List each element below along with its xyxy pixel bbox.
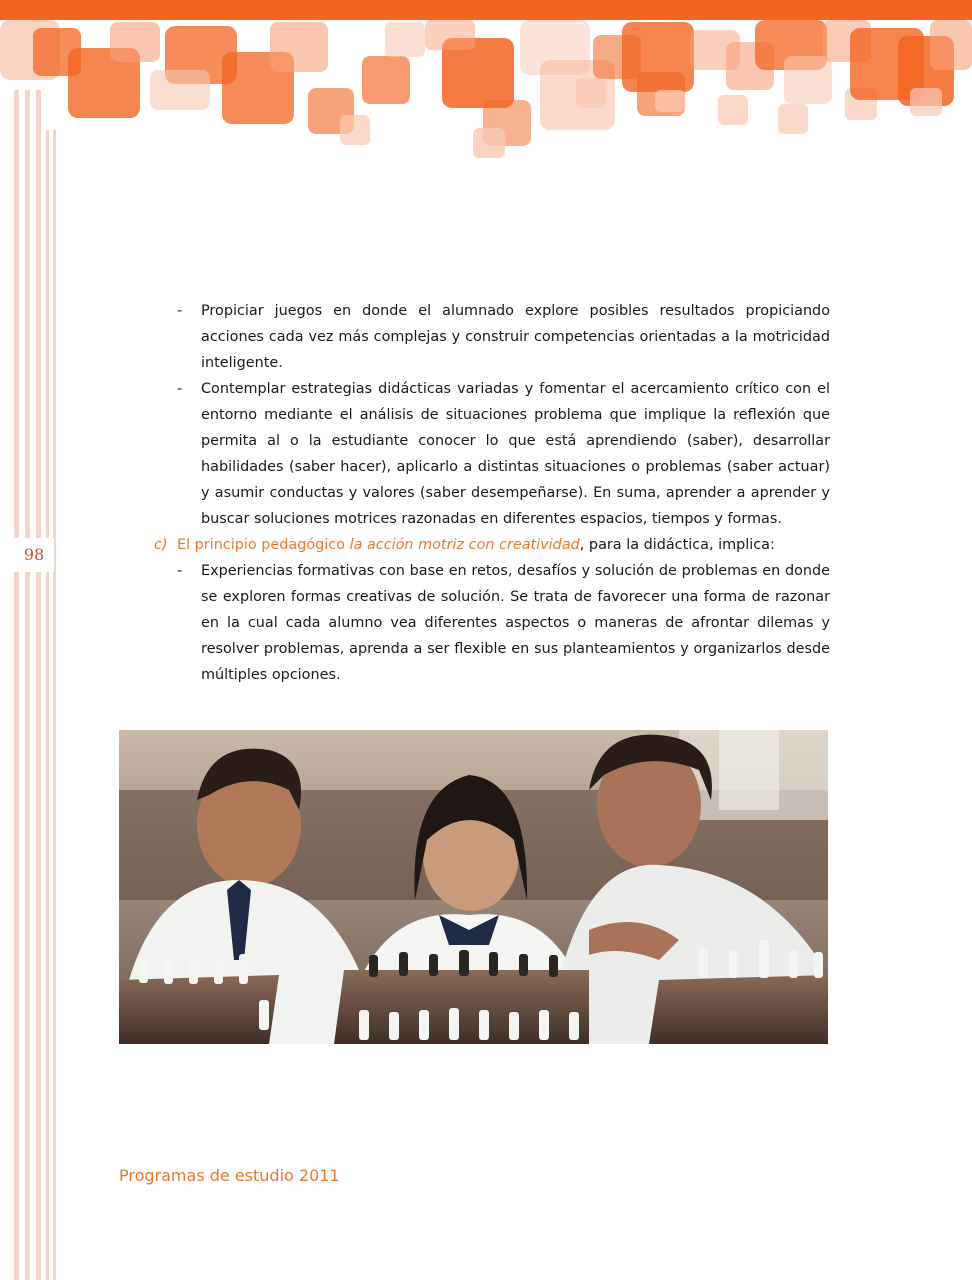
item-marker: c) [154, 537, 168, 553]
principle-suffix: , para la didáctica, implica: [579, 537, 775, 553]
list-item-text: Experiencias formativas con base en retos, desafíos y solución de problemas en donde se exploren formas creativas de solución. Se trata de favorecer una forma de razonar en la cual cada alumno vea diferentes aspectos o maneras de afrontar dilemas y resolver problemas, aprenda a ser flexible en sus planteamientos y organizarlos desde múltiples opciones. [201, 563, 830, 683]
chess-students-photo [119, 730, 828, 1044]
list-item-text: Propiciar juegos en donde el alumnado explore posibles resultados propiciando acciones cada vez más complejas y construir competencias orientadas a la motricidad inteligente. [201, 303, 830, 371]
bullet-dash: - [177, 303, 183, 319]
margin-stripes [0, 90, 60, 1280]
body-text [150, 298, 830, 688]
principle-prefix: El principio pedagógico [177, 537, 345, 553]
list-item [150, 558, 830, 688]
principle-c-heading [150, 532, 830, 558]
header-decoration [0, 0, 972, 170]
principle-emphasis: la acción motriz con creatividad [349, 537, 580, 553]
list-item [150, 376, 830, 532]
page-number: 98 [14, 538, 54, 572]
bullet-dash: - [177, 563, 183, 579]
footer-title: Programas de estudio 2011 [119, 1166, 340, 1185]
list-item-text: Contemplar estrategias didácticas variadas y fomentar el acercamiento crítico con el entorno mediante el análisis de situaciones problema que implique la reflexión que permita al o la estudiante conocer lo que está aprendiendo (saber), desarrollar habilidades (saber hacer), aplicarlo a distintas situaciones o problemas (saber actuar) y asumir conductas y valores (saber desempeñarse). En suma, aprender a aprender y buscar soluciones motrices razonadas en diferentes espacios, tiempos y formas. [201, 381, 830, 527]
bullet-dash: - [177, 381, 183, 397]
list-item [150, 298, 830, 376]
